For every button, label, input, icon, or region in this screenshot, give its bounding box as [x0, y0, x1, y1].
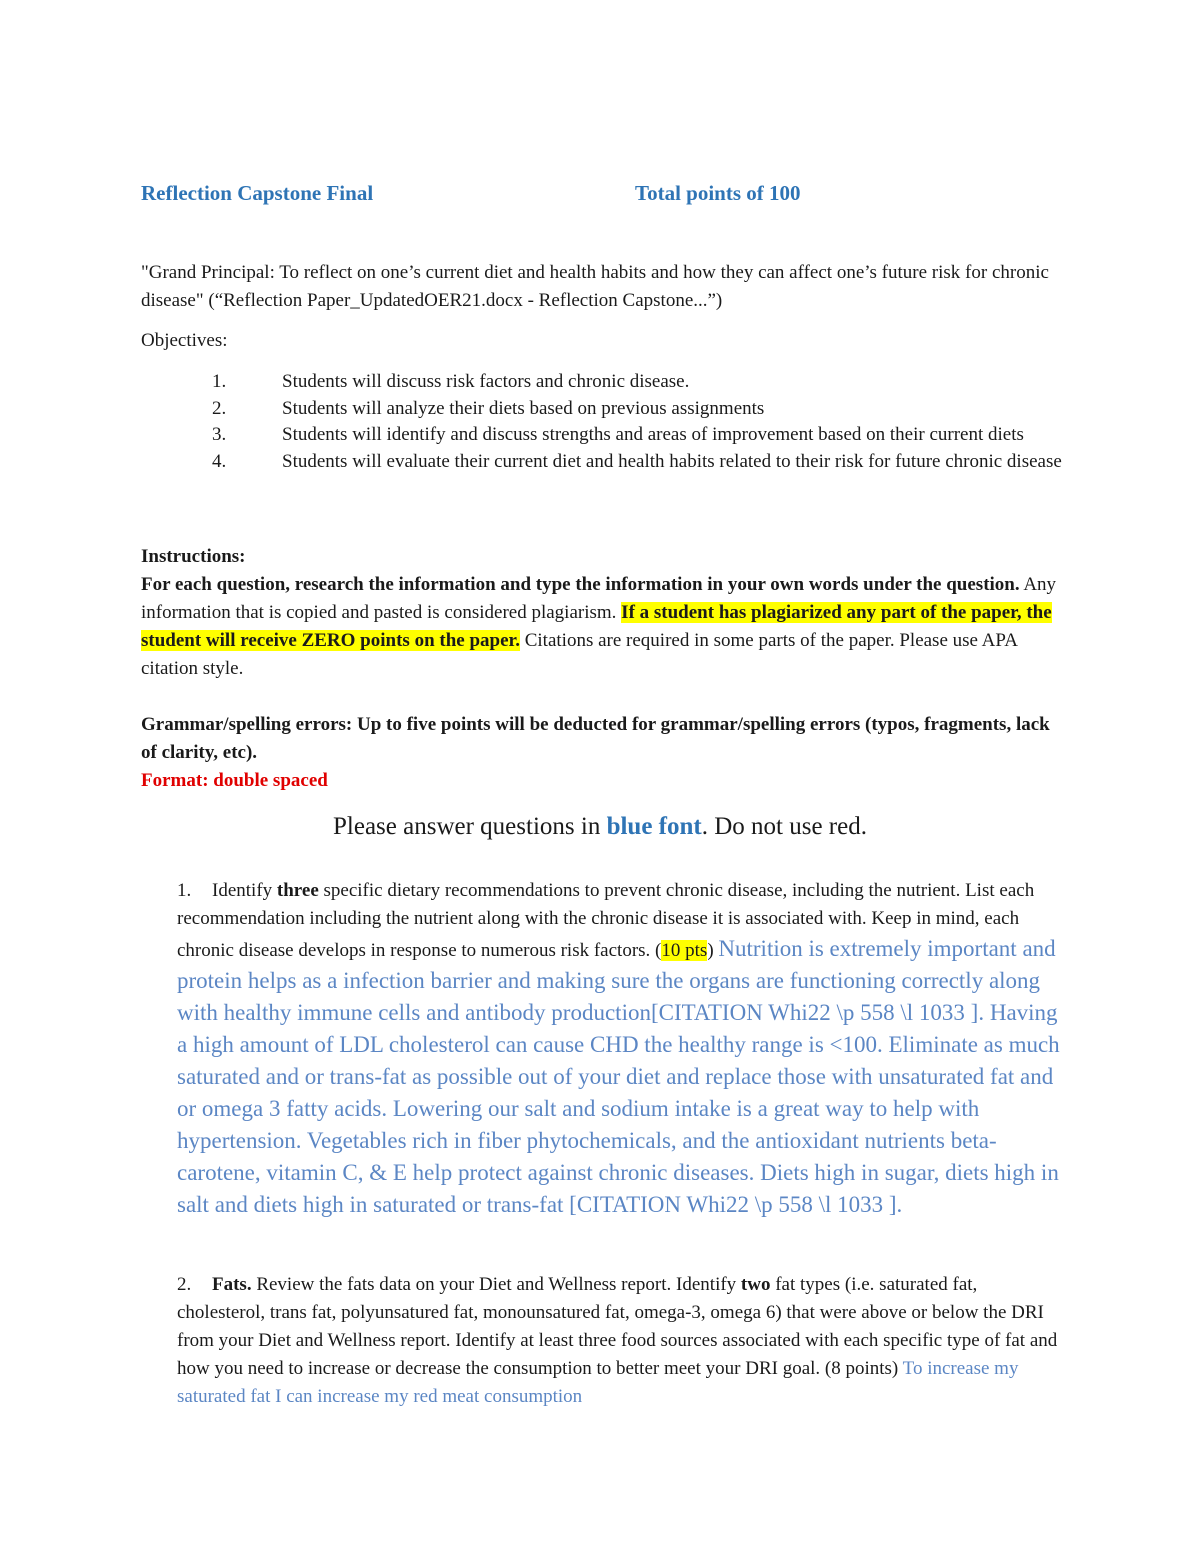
objectives-list: [212, 369, 1062, 475]
list-item: [212, 369, 1062, 396]
answer-text: Nutrition is extremely important and protein helps as a infection barrier and making sure the organs are functioning correctly along with healthy immune cells and antibody production[CITATION Whi22 \p 558 \l 1033 ]. Having a high amount of LDL cholesterol can cause CHD the healthy range is <100. Eliminate as much saturated and or trans-fat as possible out of your diet and replace those with unsaturated fat and or omega 3 fatty acids. Lowering our salt and sodium intake is a great way to help with hypertension. Vegetables rich in fiber phytochemicals, and the antioxidant nutrients beta-carotene, vitamin C, & E help protect against chronic diseases. Diets high in sugar, diets high in salt and diets high in saturated or trans-fat [CITATION Whi22 \p 558 \l 1033 ].: [177, 936, 1060, 1217]
question-text: Identify: [212, 880, 277, 901]
document-title: Reflection Capstone Final: [141, 181, 374, 205]
total-points: Total points of 100: [635, 181, 801, 205]
question-text: fat types (i.e. saturated fat, cholesterol, trans fat, polyunsatured fat, monounsatured fat, omega-3, omega 6) that were above or below the DRI from your Diet and Wellness report. Identify at least three food sources associated with each specific type of fat and how you need to increase or decrease the consumption to better meet your DRI goal. (8 points): [177, 1274, 1058, 1379]
instructions-heading: Instructions:: [141, 546, 246, 567]
question-1: [177, 877, 1067, 1221]
instructions-section: [141, 543, 1066, 795]
question-text: ): [707, 940, 719, 961]
header-row: [141, 181, 1061, 211]
question-text: specific dietary recommendations to prevent chronic disease, including the nutrient. List each recommendation including the nutrient along with the chronic disease it is associated with. Keep in mind, each chronic disease develops in response to numerous risk factors. (: [177, 880, 1035, 961]
objective-number: 1.: [212, 371, 227, 392]
objective-text: Students will identify and discuss strengths and areas of improvement based on their current diets: [282, 424, 1024, 445]
question-emphasis: three: [276, 880, 319, 901]
answer-instruction: [0, 813, 1200, 841]
points-badge: 10 pts: [661, 940, 708, 961]
question-topic: Fats.: [212, 1274, 252, 1295]
instructions-lead: For each question, research the information and type the information in your own words under the question.: [141, 574, 1020, 595]
copy-warning: Any information that is copied and pasted is considered plagiarism.: [141, 574, 1057, 623]
objective-number: 3.: [212, 424, 227, 445]
blue-font-label: blue font: [606, 813, 702, 840]
list-item: [212, 449, 1062, 476]
list-item: [212, 422, 1062, 449]
objective-text: Students will discuss risk factors and chronic disease.: [282, 371, 690, 392]
please-text-before: Please answer questions in: [333, 813, 607, 840]
answer-text: To increase my saturated fat I can increase my red meat consumption: [177, 1358, 1019, 1407]
objectives-label: Objectives:: [141, 330, 228, 351]
citation-note: Citations are required in some parts of the paper. Please use APA citation style.: [141, 630, 1017, 679]
objective-text: Students will analyze their diets based on previous assignments: [282, 397, 765, 419]
grammar-note: Grammar/spelling errors: Up to five points will be deducted for grammar/spelling errors (typos, fragments, lack of clarity, etc).: [141, 714, 1050, 763]
question-2: [177, 1271, 1067, 1411]
plagiarism-warning: If a student has plagiarized any part of the paper, the student will receive ZERO points on the paper.: [141, 602, 1052, 651]
question-text: Review the fats data on your Diet and Wellness report. Identify: [251, 1274, 741, 1295]
instructions-paragraph: [141, 571, 1066, 683]
question-number: 2.: [177, 1274, 192, 1295]
question-number: 1.: [177, 880, 192, 901]
list-item: [212, 396, 1062, 423]
question-emphasis: two: [740, 1274, 771, 1295]
objective-number: 2.: [212, 397, 227, 419]
please-text-after: . Do not use red.: [701, 813, 867, 840]
objective-number: 4.: [212, 450, 227, 472]
objective-text: Students will evaluate their current diet and health habits related to their risk for future chronic disease: [282, 450, 1062, 472]
blank-line: [141, 683, 1066, 711]
format-note: Format: double spaced: [141, 770, 328, 791]
grand-principal-paragraph: "Grand Principal: To reflect on one’s current diet and health habits and how they can affect one’s future risk for chronic disease" (“Reflection Paper_UpdatedOER21.docx - Reflection Capstone...”): [141, 262, 1049, 311]
